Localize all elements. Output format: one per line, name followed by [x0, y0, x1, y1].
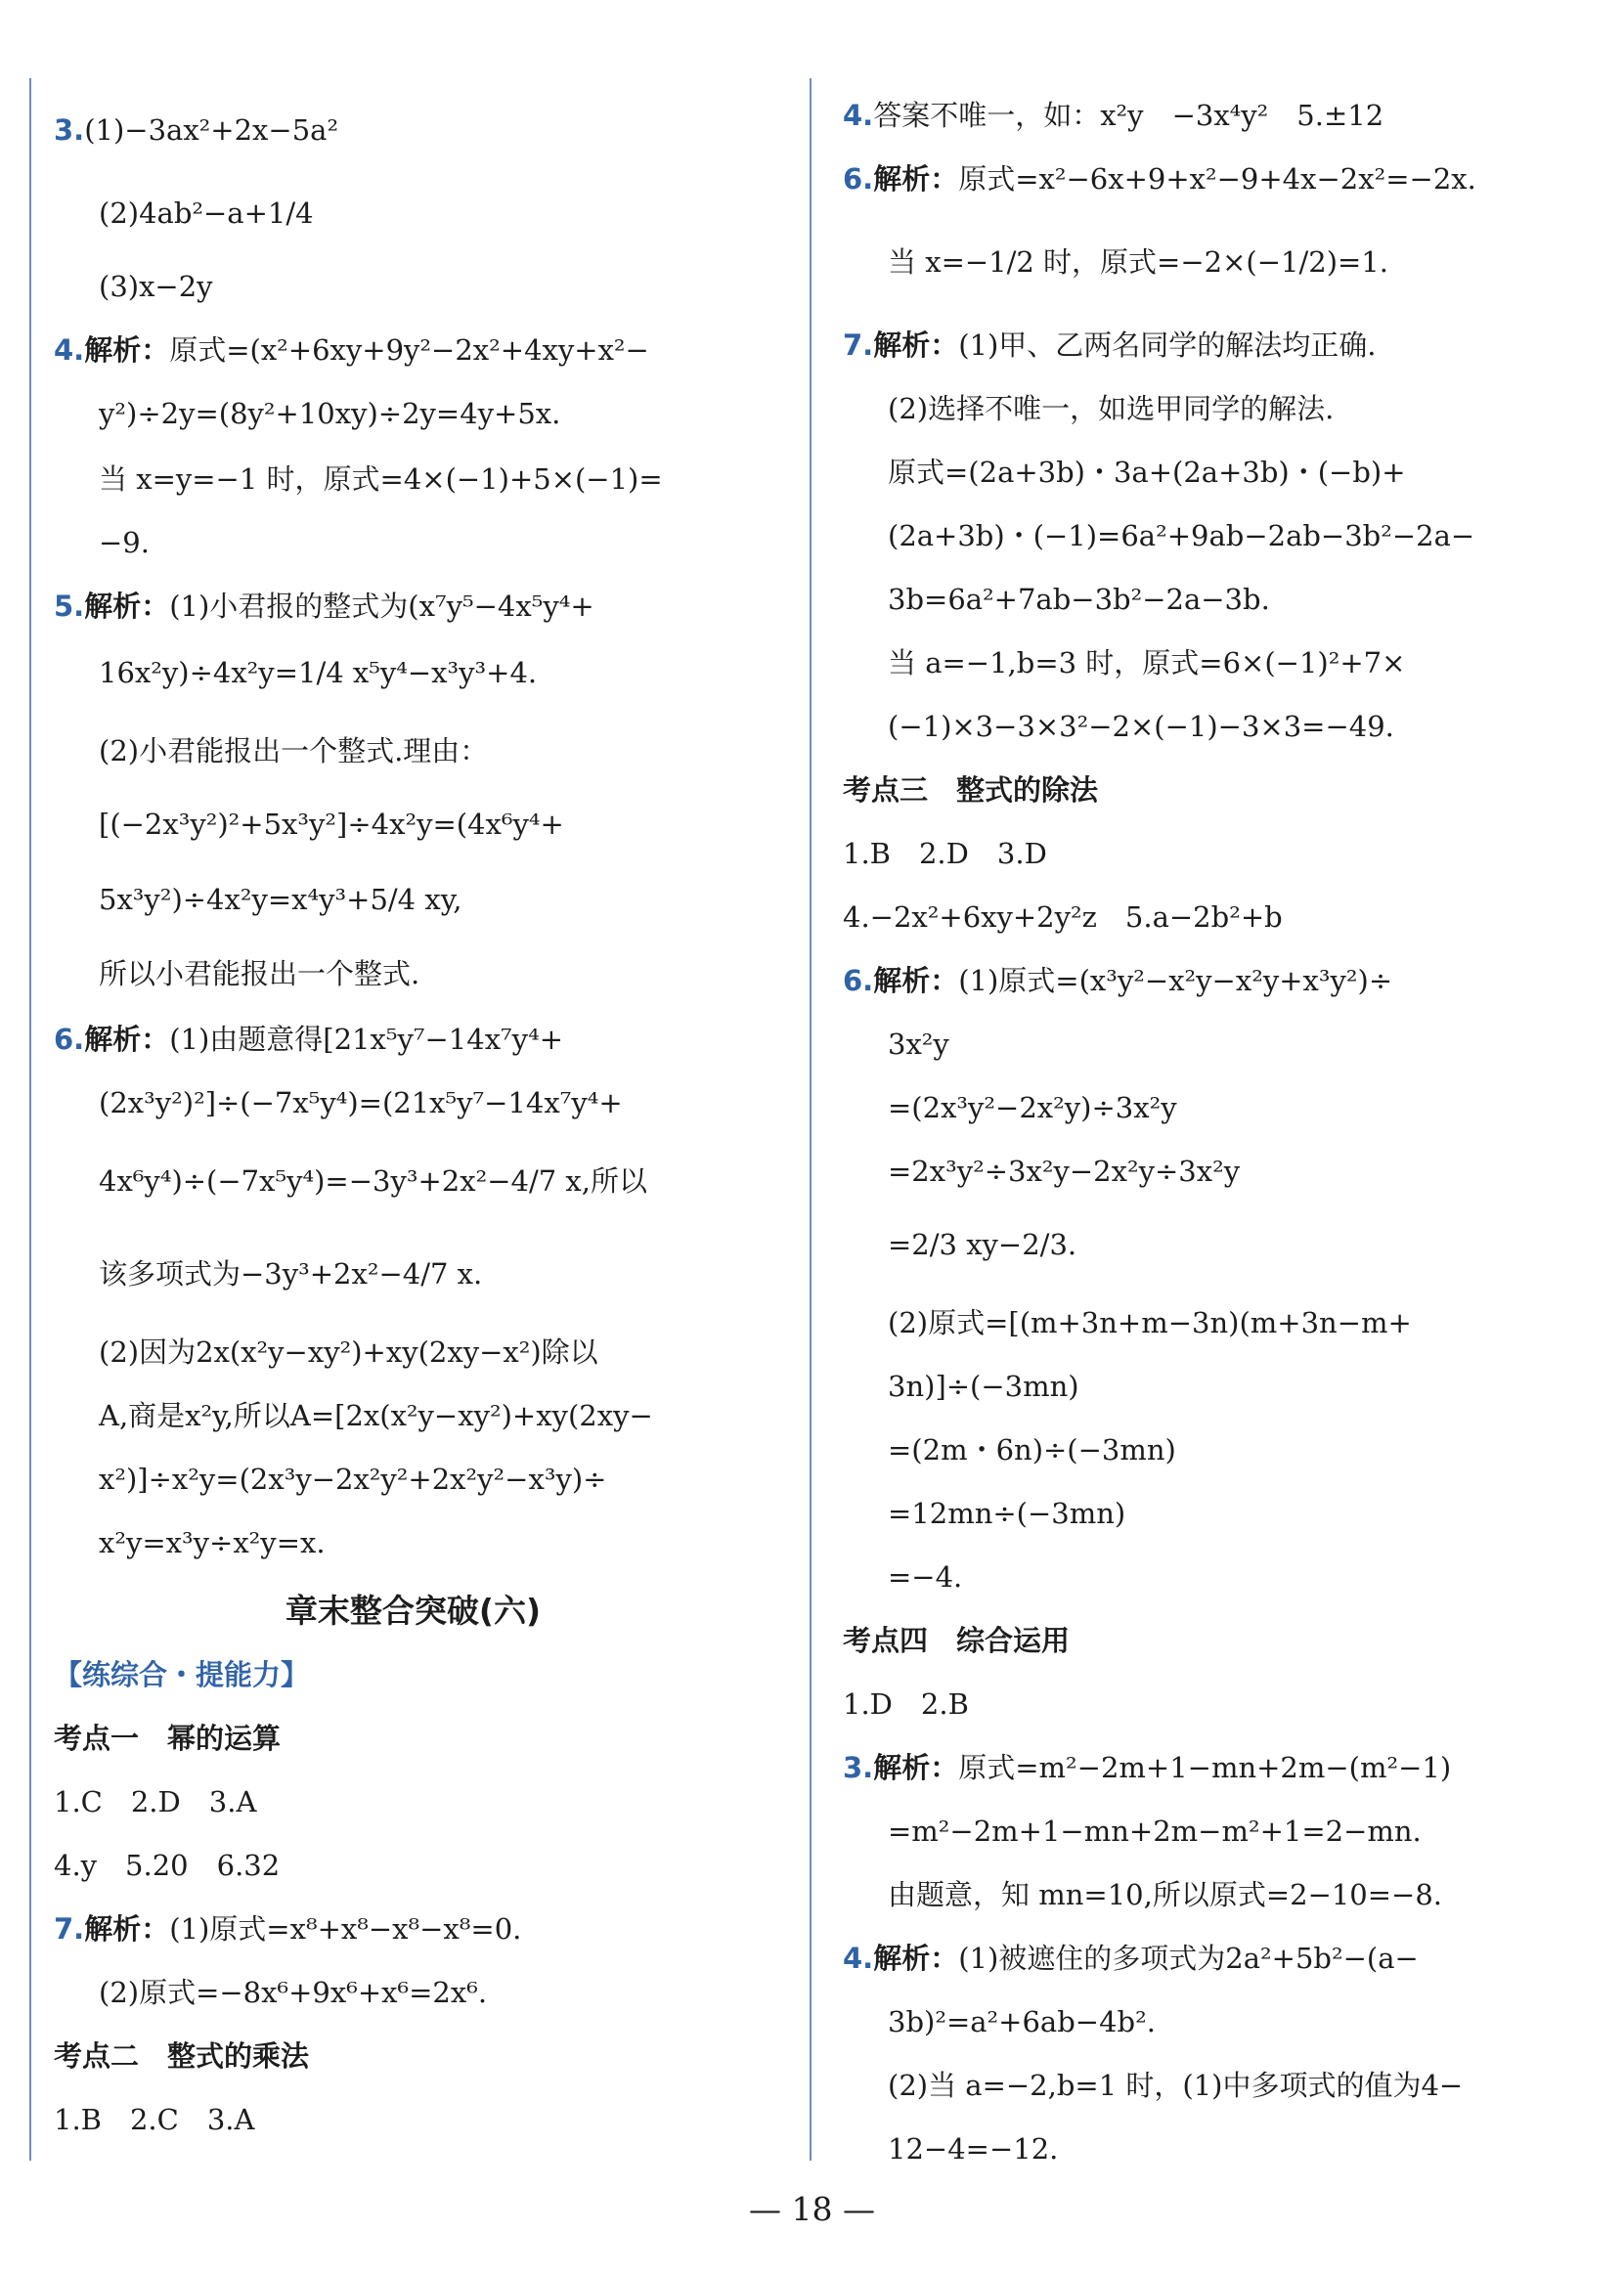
solution-line	[843, 328, 1377, 363]
line-text: (2a+3b)・(−1)=6a²+9ab−2ab−3b²−2a−	[888, 519, 1475, 552]
line-text: 该多项式为−3y³+2x²−4/7 x.	[99, 1257, 483, 1291]
line-text: 原式=(x²+6xy+9y²−2x²+4xy+x²−	[169, 333, 649, 367]
solution-line	[888, 1559, 962, 1595]
line-text: 1.B 2.C 3.A	[54, 2103, 255, 2136]
line-text: A,商是x²y,所以A=[2x(x²y−xy²)+xy(2xy−	[99, 1399, 653, 1432]
line-text: 3b)²=a²+6ab−4b².	[888, 2005, 1156, 2038]
question-number: 4.	[843, 1942, 874, 1975]
solution-line	[888, 391, 1334, 426]
solution-line	[888, 2004, 1156, 2039]
question-number: 7.	[843, 328, 874, 362]
line-text: 4x⁶y⁴)÷(−7x⁵y⁴)=−3y³+2x²−4/7 x,所以	[99, 1164, 647, 1198]
solution-line	[888, 645, 1405, 680]
line-text: 3x²y	[888, 1028, 949, 1061]
solution-line	[843, 1750, 1451, 1785]
line-text: (2)4ab²−a+1/4	[99, 197, 314, 230]
line-text: =12mn÷(−3mn)	[888, 1497, 1126, 1530]
solution-line	[888, 1496, 1125, 1531]
solution-line	[888, 2068, 1463, 2103]
line-text: (2)选择不唯一，如选甲同学的解法.	[888, 392, 1335, 425]
question-number: 4.	[54, 333, 85, 367]
question-number: 7.	[54, 1912, 85, 1946]
question-number: 3.	[54, 113, 85, 147]
left-margin-rule	[29, 78, 31, 2161]
line-text: 当 x=−1/2 时，原式=−2×(−1/2)=1.	[888, 245, 1388, 279]
solution-line	[99, 882, 461, 917]
line-text: 3b=6a²+7ab−3b²−2a−3b.	[888, 583, 1270, 616]
answer-line	[843, 1686, 969, 1722]
solution-line	[888, 1305, 1412, 1340]
solution-line	[888, 1090, 1177, 1125]
solution-line	[99, 807, 564, 842]
solution-line	[99, 956, 419, 991]
line-text: 1.C 2.D 3.A	[54, 1785, 257, 1818]
line-text: 12−4=−12.	[888, 2132, 1059, 2166]
analysis-label: 解析：	[873, 964, 959, 997]
answer-line	[843, 899, 1283, 935]
solution-line	[843, 963, 1392, 998]
page-number: — 18 —	[749, 2190, 875, 2228]
question-number: 3.	[843, 1751, 874, 1784]
solution-line	[99, 1085, 623, 1120]
line-text: (1)小君报的整式为(x⁷y⁵−4x⁵y⁴+	[169, 590, 594, 623]
solution-line	[99, 1256, 482, 1291]
solution-line	[99, 1975, 487, 2010]
solution-line	[888, 1877, 1442, 1912]
solution-line	[99, 1335, 598, 1370]
solution-line	[54, 589, 594, 624]
solution-line	[54, 1022, 563, 1057]
solution-line	[99, 525, 150, 560]
solution-line	[99, 655, 537, 690]
question-number: 6.	[843, 162, 874, 196]
line-text: (2)原式=−8x⁶+9x⁶+x⁶=2x⁶.	[99, 1976, 488, 2009]
analysis-label: 解析：	[873, 1751, 959, 1784]
solution-line	[99, 1163, 647, 1199]
analysis-label: 解析：	[873, 162, 959, 196]
line-text: (2x³y²)²]÷(−7x⁵y⁴)=(21x⁵y⁷−14x⁷y⁴+	[99, 1086, 623, 1119]
line-text: (1)原式=(x³y²−x²y−x²y+x³y²)÷	[958, 964, 1393, 997]
line-text: 答案不唯一，如：x²y −3x⁴y² 5.±12	[873, 99, 1384, 132]
question-number: 6.	[843, 964, 874, 997]
line-text: 4.−2x²+6xy+2y²z 5.a−2b²+b	[843, 900, 1283, 934]
line-text: =−4.	[888, 1560, 963, 1594]
line-text: (2)因为2x(x²y−xy²)+xy(2xy−x²)除以	[99, 1335, 598, 1369]
solution-line	[888, 244, 1388, 280]
answer-line	[54, 2102, 254, 2137]
line-text: (1)−3ax²+2x−5a²	[84, 113, 339, 147]
solution-line	[99, 461, 663, 497]
line-text: x²)]÷x²y=(2x³y−2x²y²+2x²y²−x³y)÷	[99, 1463, 607, 1496]
line-text: (1)被遮住的多项式为2a²+5b²−(a−	[958, 1942, 1419, 1975]
solution-line	[99, 733, 488, 768]
solution-line	[888, 1154, 1240, 1189]
solution-line	[99, 196, 314, 231]
solution-line	[54, 1911, 521, 1947]
line-text: (2)原式=[(m+3n+m−3n)(m+3n−m+	[888, 1306, 1412, 1339]
line-text: (1)由题意得[21x⁵y⁷−14x⁷y⁴+	[169, 1023, 563, 1056]
analysis-label: 解析：	[873, 328, 959, 362]
answer-line	[843, 836, 1047, 871]
section-heading: 章末整合突破(六)	[285, 1592, 542, 1630]
solution-line	[888, 709, 1394, 744]
solution-line	[888, 582, 1270, 617]
solution-line	[99, 1525, 326, 1560]
solution-line	[888, 1227, 1076, 1262]
question-number: 5.	[54, 590, 85, 623]
solution-line	[888, 518, 1474, 553]
line-text: =2x³y²÷3x²y−2x²y÷3x²y	[888, 1155, 1241, 1188]
line-text: 16x²y)÷4x²y=1/4 x⁵y⁴−x³y³+4.	[99, 656, 538, 689]
line-text: −9.	[99, 526, 150, 559]
line-text: [(−2x³y²)²+5x³y²]÷4x²y=(4x⁶y⁴+	[99, 808, 564, 841]
line-text: (−1)×3−3×3²−2×(−1)−3×3=−49.	[888, 710, 1394, 743]
line-text: 原式=m²−2m+1−mn+2m−(m²−1)	[958, 1751, 1452, 1784]
solution-line	[99, 269, 213, 304]
solution-line	[888, 1369, 1079, 1404]
line-text: 5x³y²)÷4x²y=x⁴y³+5/4 xy,	[99, 883, 462, 916]
solution-line	[843, 1941, 1419, 1976]
section-tag: 【练综合・提能力】	[54, 1658, 310, 1691]
topic-heading: 考点一 幂的运算	[54, 1722, 282, 1755]
line-text: y²)÷2y=(8y²+10xy)÷2y=4y+5x.	[99, 397, 561, 430]
line-text: (1)甲、乙两名同学的解法均正确.	[958, 328, 1377, 362]
solution-line	[99, 396, 560, 431]
solution-line	[888, 2131, 1058, 2167]
line-text: =(2x³y²−2x²y)÷3x²y	[888, 1091, 1177, 1124]
topic-heading: 考点二 整式的乘法	[54, 2039, 310, 2073]
column-divider	[810, 78, 812, 2161]
line-text: (3)x−2y	[99, 270, 213, 303]
solution-line	[888, 455, 1406, 490]
analysis-label: 解析：	[84, 1023, 170, 1056]
line-text: 由题意，知 mn=10,所以原式=2−10=−8.	[888, 1878, 1443, 1911]
topic-heading: 考点三 整式的除法	[843, 773, 1099, 807]
question-number: 4.	[843, 99, 874, 132]
solution-line	[843, 161, 1476, 197]
solution-line	[888, 1432, 1176, 1467]
line-text: =(2m・6n)÷(−3mn)	[888, 1433, 1176, 1466]
solution-line	[888, 1814, 1422, 1849]
solution-line	[843, 98, 1383, 133]
solution-line	[99, 1398, 653, 1433]
analysis-label: 解析：	[84, 1912, 170, 1946]
question-number: 6.	[54, 1023, 85, 1056]
line-text: 当 a=−1,b=3 时，原式=6×(−1)²+7×	[888, 646, 1406, 679]
solution-line	[99, 1462, 606, 1497]
line-text: 当 x=y=−1 时，原式=4×(−1)+5×(−1)=	[99, 462, 663, 496]
solution-line	[888, 1027, 949, 1062]
line-text: 原式=x²−6x+9+x²−9+4x−2x²=−2x.	[958, 162, 1476, 196]
line-text: (2)当 a=−2,b=1 时，(1)中多项式的值为4−	[888, 2069, 1464, 2102]
line-text: 4.y 5.20 6.32	[54, 1849, 281, 1882]
line-text: (2)小君能报出一个整式.理由：	[99, 734, 489, 767]
line-text: (1)原式=x⁸+x⁸−x⁸−x⁸=0.	[169, 1912, 522, 1946]
line-text: x²y=x³y÷x²y=x.	[99, 1526, 326, 1559]
analysis-label: 解析：	[84, 590, 170, 623]
answer-line	[54, 1848, 280, 1883]
line-text: 1.B 2.D 3.D	[843, 837, 1047, 870]
line-text: 原式=(2a+3b)・3a+(2a+3b)・(−b)+	[888, 456, 1406, 489]
analysis-label: 解析：	[873, 1942, 959, 1975]
line-text: 所以小君能报出一个整式.	[99, 957, 420, 990]
answer-line	[54, 1784, 256, 1819]
line-text: =m²−2m+1−mn+2m−m²+1=2−mn.	[888, 1815, 1422, 1848]
solution-line	[54, 332, 649, 368]
analysis-label: 解析：	[84, 333, 170, 367]
solution-line	[54, 112, 338, 148]
line-text: 3n)]÷(−3mn)	[888, 1370, 1079, 1403]
line-text: 1.D 2.B	[843, 1687, 969, 1721]
line-text: =2/3 xy−2/3.	[888, 1228, 1077, 1261]
topic-heading: 考点四 综合运用	[843, 1624, 1071, 1657]
